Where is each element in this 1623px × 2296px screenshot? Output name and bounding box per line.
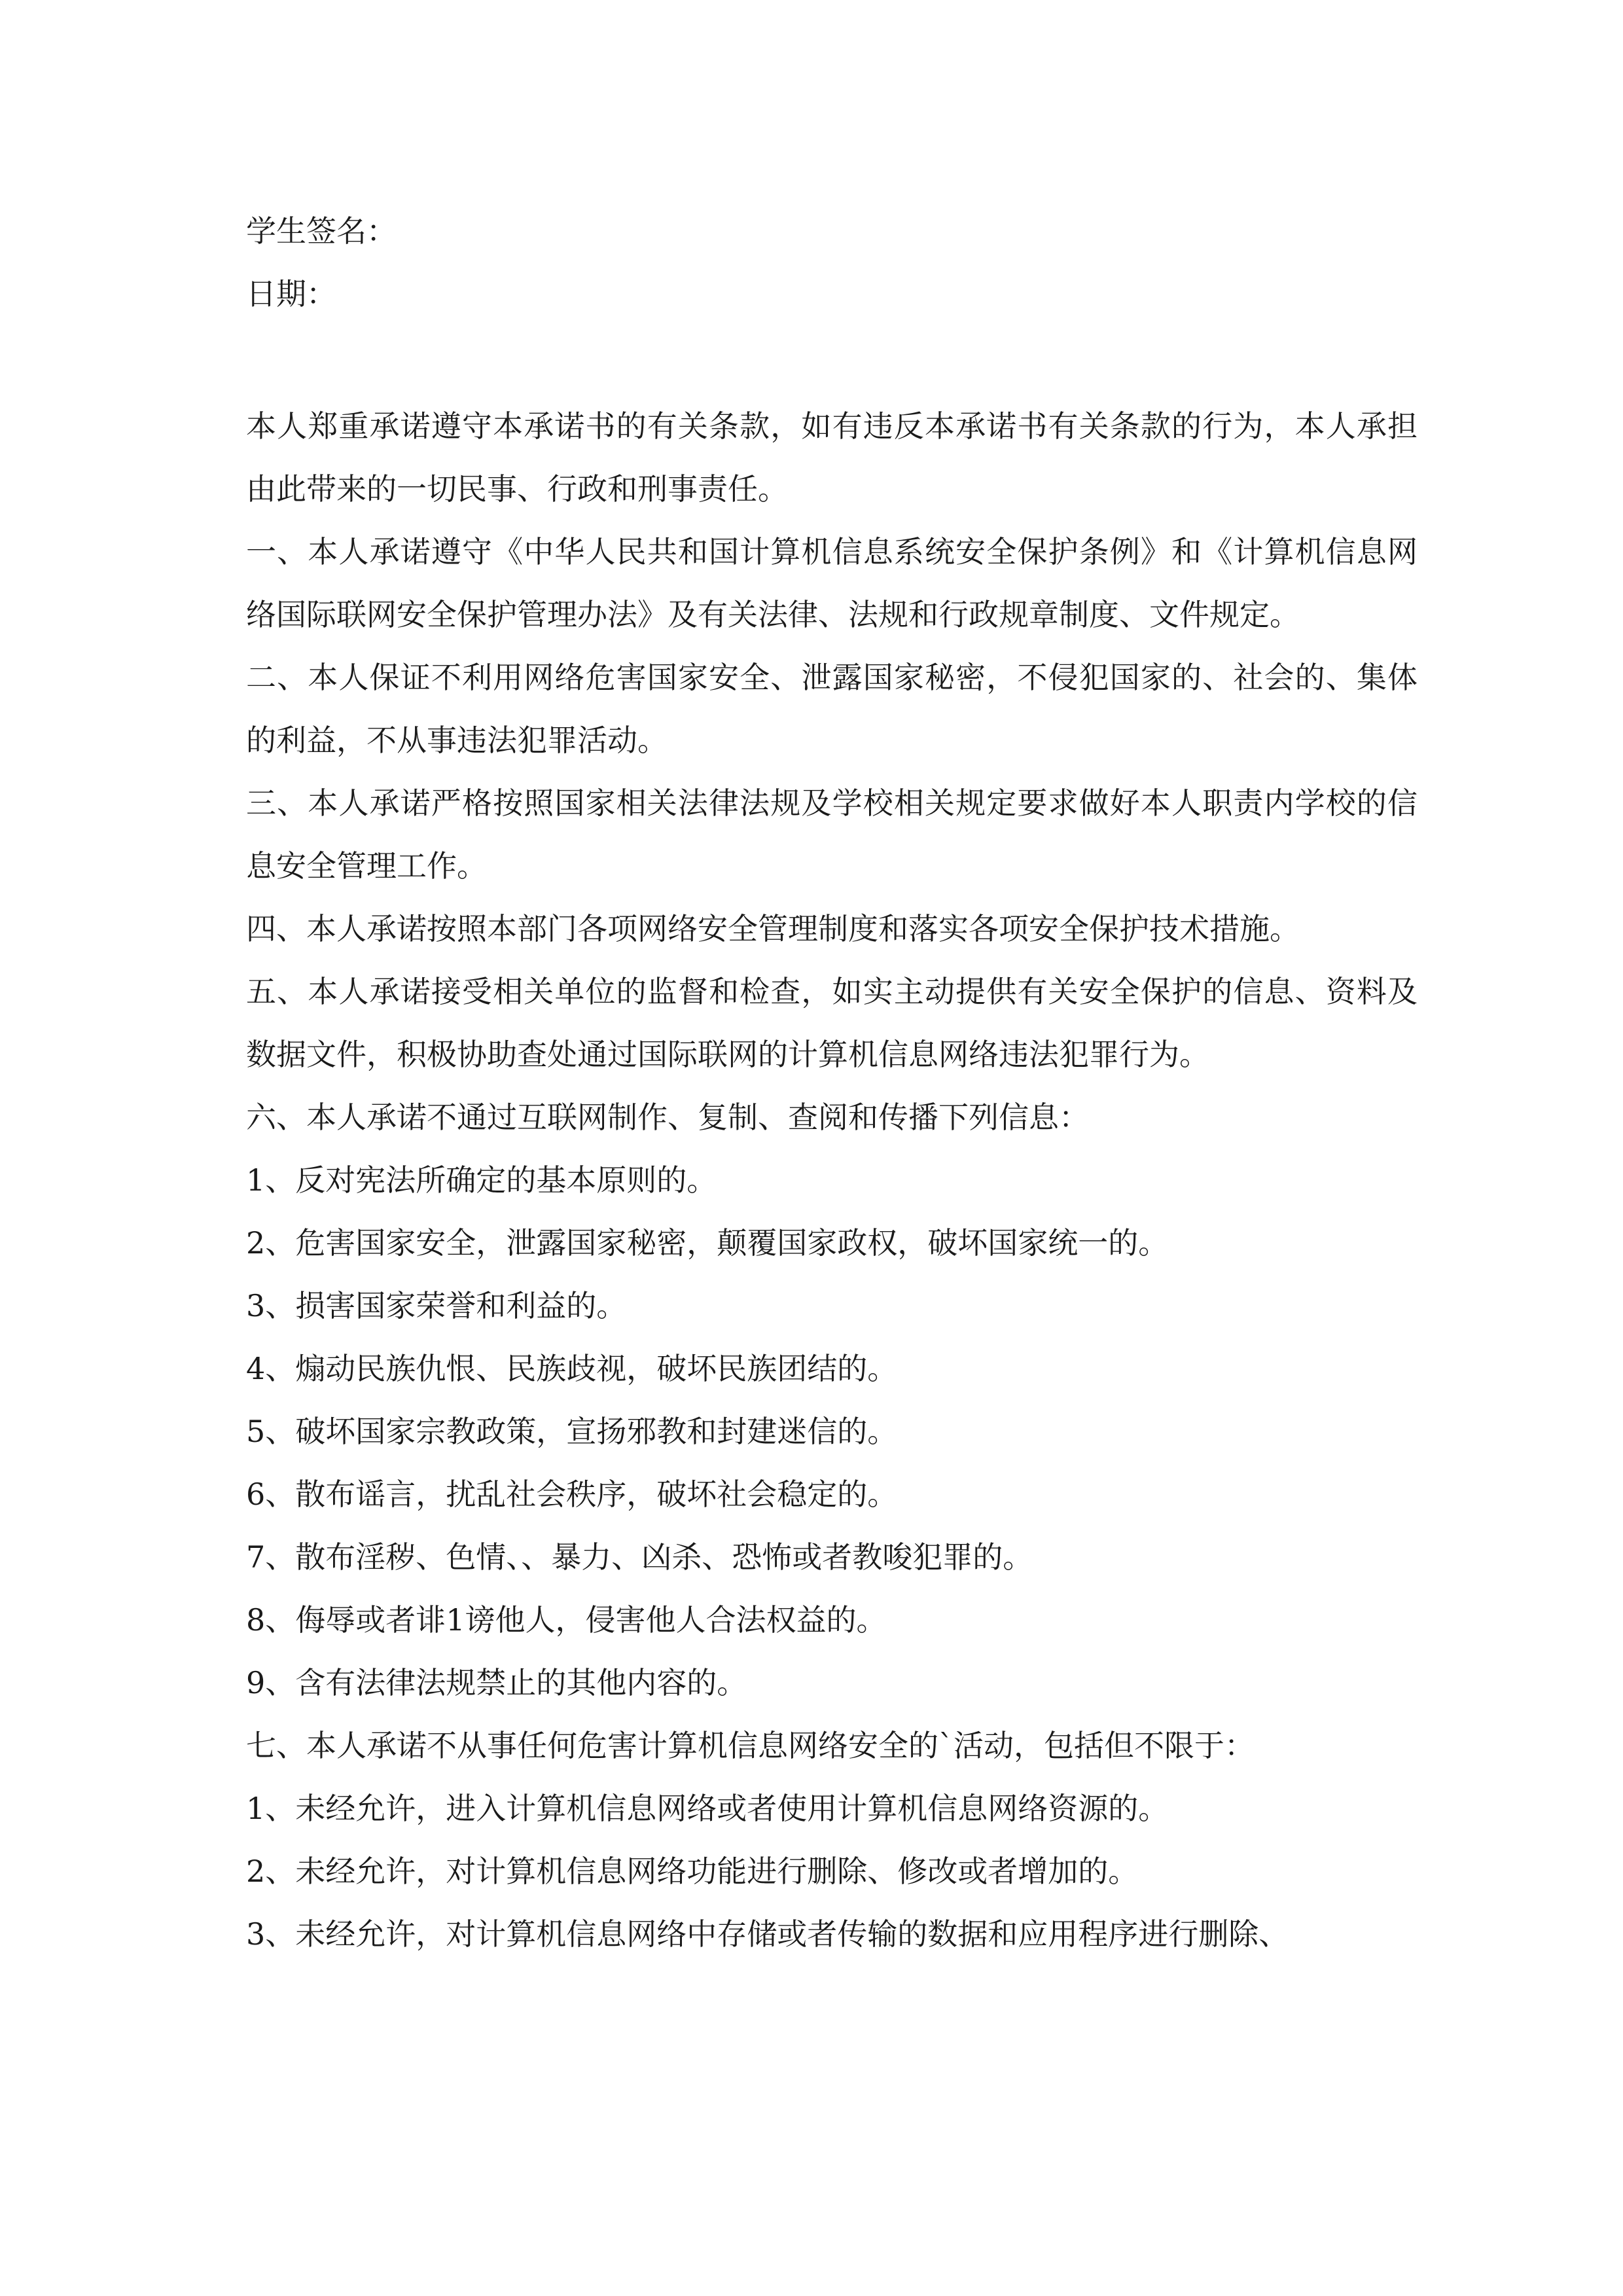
list-item: 9、含有法律法规禁止的其他内容的。 [246, 1665, 747, 1700]
list-item: 1、反对宪法所确定的基本原则的。 [246, 1162, 717, 1198]
clause-5-paragraph: 五、本人承诺接受相关单位的监督和检查，如实主动提供有关安全保护的信息、资料及数据文件，积极协助查处通过国际联网的计算机信息网络违法犯罪行为。 [246, 974, 1418, 1072]
list-item: 3、未经允许，对计算机信息网络中存储或者传输的数据和应用程序进行删除、 [246, 1916, 1289, 1952]
list-item: 4、煽动民族仇恨、民族歧视，破坏民族团结的。 [246, 1351, 898, 1386]
list-item: 3、损害国家荣誉和利益的。 [246, 1288, 627, 1323]
clause-1-paragraph: 一、本人承诺遵守《中华人民共和国计算机信息系统安全保护条例》和《计算机信息网络国际联网安全保护管理办法》及有关法律、法规和行政规章制度、文件规定。 [246, 534, 1418, 632]
list-item: 8、侮辱或者诽1谤他人，侵害他人合法权益的。 [246, 1602, 887, 1638]
list-item: 5、破坏国家宗教政策，宣扬邪教和封建迷信的。 [246, 1414, 898, 1449]
list-item: 2、危害国家安全，泄露国家秘密，颠覆国家政权，破坏国家统一的。 [246, 1225, 1169, 1261]
clause-6-paragraph: 六、本人承诺不通过互联网制作、复制、查阅和传播下列信息： [246, 1100, 1089, 1135]
spacer [246, 325, 1418, 395]
list-item: 6、散布谣言，扰乱社会秩序，破坏社会稳定的。 [246, 1477, 898, 1512]
clause-3-paragraph: 三、本人承诺严格按照国家相关法律法规及学校相关规定要求做好本人职责内学校的信息安全管理工作。 [246, 785, 1418, 884]
clause-4-paragraph: 四、本人承诺按照本部门各项网络安全管理制度和落实各项安全保护技术措施。 [246, 911, 1300, 946]
date-label: 日期： [246, 276, 336, 312]
clause-2-paragraph: 二、本人保证不利用网络危害国家安全、泄露国家秘密，不侵犯国家的、社会的、集体的利益，不从事违法犯罪活动。 [246, 660, 1418, 758]
student-signature-label: 学生签名： [246, 213, 397, 249]
list-item: 7、散布淫秽、色情、、暴力、凶杀、恐怖或者教唆犯罪的。 [246, 1539, 1033, 1575]
clause-7-paragraph: 七、本人承诺不从事任何危害计算机信息网络安全的`活动，包括但不限于： [246, 1728, 1255, 1763]
list-item: 1、未经允许，进入计算机信息网络或者使用计算机信息网络资源的。 [246, 1791, 1169, 1826]
list-item: 2、未经允许，对计算机信息网络功能进行删除、修改或者增加的。 [246, 1854, 1139, 1889]
pledge-intro-paragraph: 本人郑重承诺遵守本承诺书的有关条款，如有违反本承诺书有关条款的行为，本人承担由此带来的一切民事、行政和刑事责任。 [246, 408, 1418, 507]
document-body [246, 200, 1418, 1965]
